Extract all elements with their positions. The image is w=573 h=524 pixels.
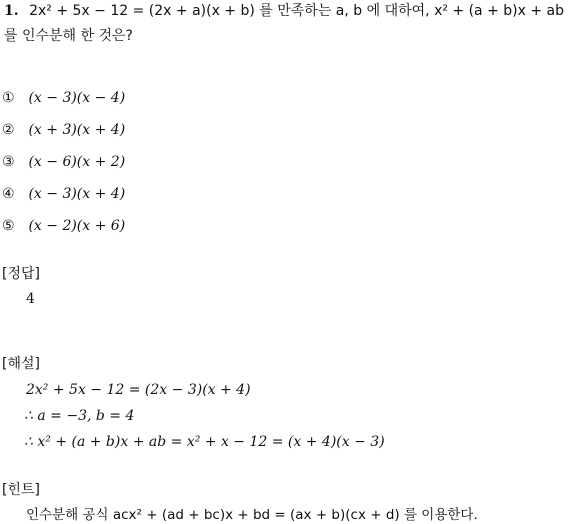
question-line-1: [4, 2, 564, 20]
choice-5[interactable]: [2, 217, 125, 235]
choice-1[interactable]: [2, 89, 125, 107]
choice-2-text: (x + 3)(x + 4): [28, 122, 126, 138]
choice-3-text: (x − 6)(x + 2): [28, 154, 126, 170]
choice-2[interactable]: [2, 121, 125, 139]
choice-4-marker: ④: [2, 186, 15, 202]
answer-value: 4: [26, 291, 35, 307]
choice-1-text: (x − 3)(x − 4): [28, 90, 126, 106]
choice-5-marker: ⑤: [2, 218, 15, 234]
hint-heading: [힌트]: [2, 482, 40, 498]
question-number: 1.: [4, 3, 19, 19]
choice-2-marker: ②: [2, 122, 15, 138]
explanation-line-3: ∴ x² + (a + b)x + ab = x² + x − 12 = (x + 4)(x − 3): [24, 434, 385, 450]
choice-1-marker: ①: [2, 90, 15, 106]
explanation-line-1: 2x² + 5x − 12 = (2x − 3)(x + 4): [26, 382, 251, 398]
question-text-line-2: 를 인수분해 한 것은?: [4, 28, 133, 44]
choice-3-marker: ③: [2, 154, 15, 170]
hint-text: 인수분해 공식 acx² + (ad + bc)x + bd = (ax + b)(cx + d) 를 이용한다.: [26, 507, 478, 523]
explanation-heading: [해설]: [2, 356, 40, 372]
answer-heading: [정답]: [2, 266, 40, 282]
explanation-line-2: ∴ a = −3, b = 4: [24, 408, 135, 424]
choice-5-text: (x − 2)(x + 6): [28, 218, 126, 234]
choice-4-text: (x − 3)(x + 4): [28, 186, 126, 202]
question-text-line-1: 2x² + 5x − 12 = (2x + a)(x + b) 를 만족하는 a, b 에 대하여, x² + (a + b)x + ab: [29, 3, 564, 19]
choice-3[interactable]: [2, 153, 125, 171]
choice-4[interactable]: [2, 185, 125, 203]
